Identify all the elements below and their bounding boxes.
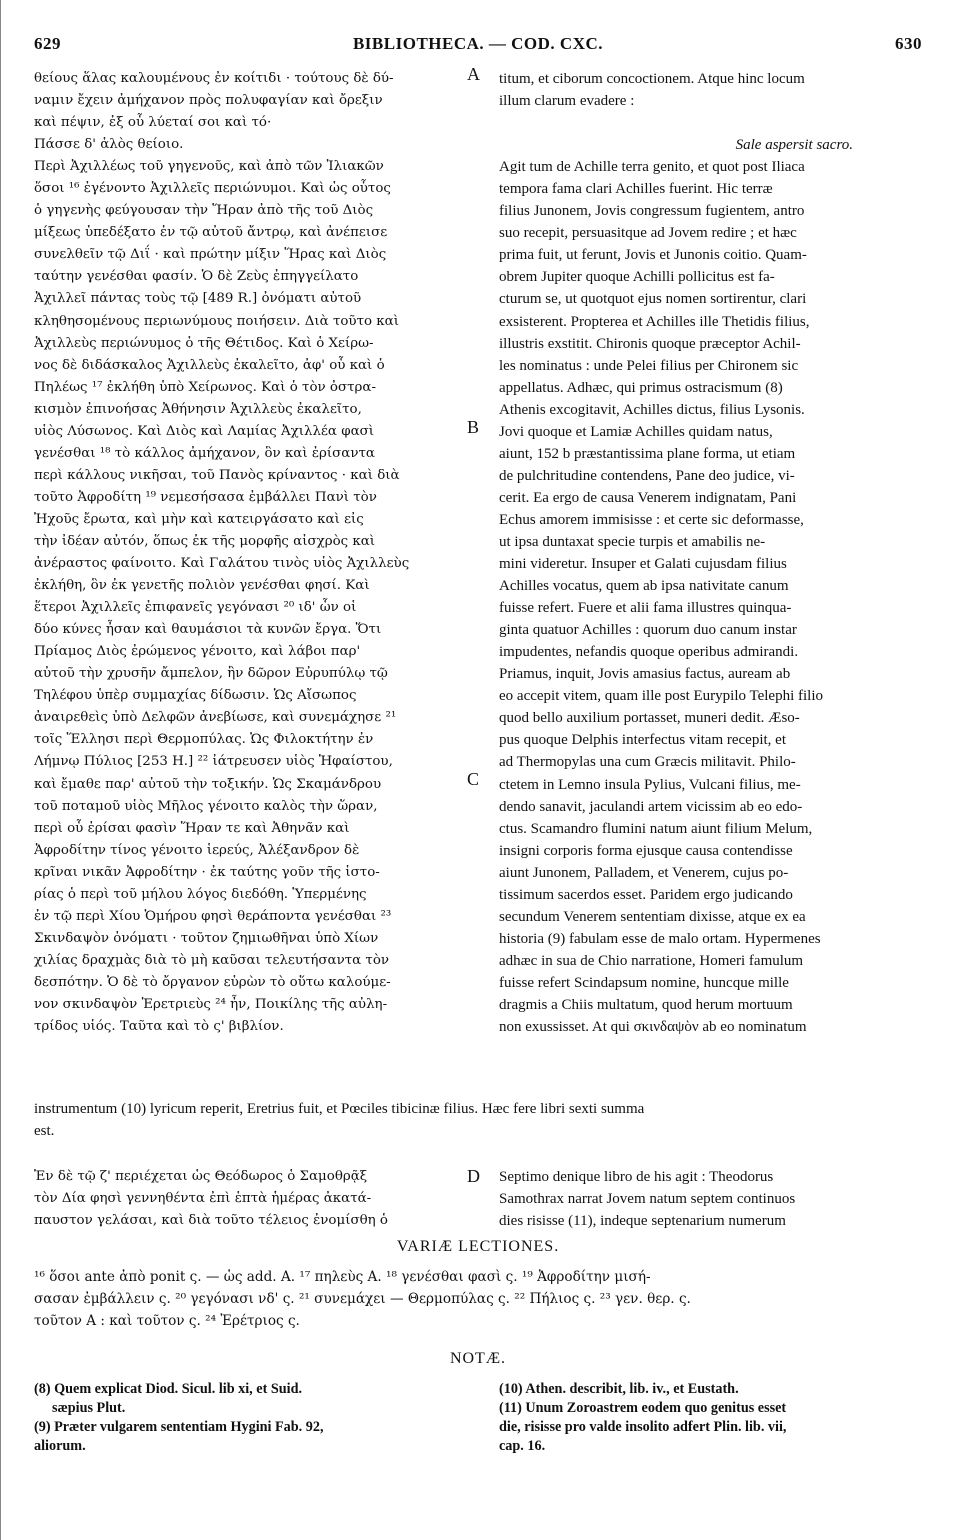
latin-line: adhæc in sua de Chio narratione, Homeri famulum — [499, 952, 804, 969]
latin-line: Echus amorem immisisse : et certe sic deformasse, — [499, 511, 804, 528]
greek-line: ὅσοι ¹⁶ ἐγένοντο Ἀχιλλεῖς περιώνυμοι. Καὶ ὡς οὗτος — [34, 181, 391, 197]
greek-line: μίξεως ὑπεδέξατο ἐν τῷ αὐτοῦ ἄντρῳ, καὶ ἀνέπεισε — [34, 225, 388, 241]
variae-heading: VARIÆ LECTIONES. — [396, 1238, 560, 1255]
greek-line: τοῖς Ἕλλησι περὶ Θερμοπύλας. Ὡς Φιλοκτήτην ἐν — [34, 732, 374, 748]
latin-column-2 — [499, 1166, 923, 1232]
latin-line: ginta quatuor Achilles : quorum duo canum instar — [499, 622, 797, 639]
latin-line: impudentes, nefandis quoque operibus admirandi. — [499, 644, 799, 661]
variae-lectiones — [34, 1266, 922, 1332]
latin-line: tissimum sacerdos esset. Paridem ergo judicando — [499, 886, 793, 903]
latin-line — [499, 112, 923, 134]
latin-line: eo accepit vitem, quam ille post Eurypilo Telephi filio — [499, 688, 824, 705]
variae-line: ¹⁶ ὅσοι ante ἀπὸ ponit ς. — ὡς add. A. ¹⁷ πηλεὺς A. ¹⁸ γενέσθαι φασὶ ς. ¹⁹ Ἀφροδίτην μισή- — [34, 1269, 651, 1285]
latin-line: titum, et ciborum concoctionem. Atque hinc locum — [499, 71, 805, 87]
latin-line: illum clarum evadere : — [499, 93, 635, 110]
page-edge-rule — [0, 0, 1, 1540]
note-line: cap. 16. — [499, 1438, 546, 1454]
latin-line: obrem Jupiter quoque Achilli pollicitus est fa- — [499, 269, 775, 286]
greek-line: υἱὸς Λύσωνος. Καὶ Διὸς καὶ Λαμίας Ἀχιλλέα φασὶ — [34, 423, 375, 439]
latin-line: Priamus, inquit, Jovis amasius factus, auream ab — [499, 666, 791, 683]
latin-line: Jovi quoque et Lamiæ Achilles quidam natus, — [499, 423, 773, 440]
latin-line: Septimo denique libro de his agit : Theodorus — [499, 1169, 774, 1185]
latin-line: fuisse refert Scindapsum nomine, huncque mille — [499, 974, 789, 991]
margin-marker-b: B — [467, 417, 480, 437]
note-line: (10) Athen. describit, lib. iv., et Eustath. — [499, 1381, 739, 1397]
note-line: sæpius Plut. — [52, 1400, 126, 1416]
latin-line: prima fuit, ut ferunt, Jovis et Junonis coitio. Quam- — [499, 247, 807, 264]
greek-line: Τηλέφου ὑπὲρ συμμαχίας δίδωσιν. Ὡς Αἴσωπος — [34, 688, 357, 704]
full-width-text — [34, 1098, 922, 1142]
latin-line: Agit tum de Achille terra genito, et quot post Iliaca — [499, 159, 805, 176]
latin-line: historia (9) fabulam esse de malo ortam. Hypermenes — [499, 930, 821, 947]
greek-line: Περὶ Ἀχιλλέως τοῦ γηγενοῦς, καὶ ἀπὸ τῶν Ἰλιακῶν — [34, 159, 384, 175]
greek-line: καὶ πέψιν, ἐξ οὗ λύεταί σοι καὶ τό· — [34, 115, 272, 131]
latin-line: secundum Venerem sententiam dixisse, atque ex ea — [499, 908, 806, 925]
greek-line: Λήμνῳ Πύλιος [253 H.] ²² ἰάτρευσεν υἱὸς Ἡφαίστου, — [34, 754, 393, 770]
latin-line: cerit. Ea ergo de causa Venerem indignatam, Pani — [499, 489, 797, 506]
page-number-left: 629 — [34, 34, 61, 53]
greek-line: ὁ γηγενὴς φεύγουσαν τὴν Ἥραν ἀπὸ τῆς τοῦ Διὸς — [34, 203, 374, 219]
latin-line: ut ipsa duntaxat specie turpis et amabilis ne- — [499, 533, 766, 550]
variae-line: σασαν ἐμβάλλειν ς. ²⁰ γεγόνασι νδ' ς. ²¹ συνεμάχει — Θερμοπύλας ς. ²² Πήλιος ς. ²³ γεν. θερ. ς. — [34, 1291, 691, 1307]
greek-line: ἐν τῷ περὶ Χίου Ὁμήρου φησὶ θεράποντα γενέσθαι ²³ — [34, 908, 392, 924]
margin-marker-a: A — [467, 64, 480, 84]
page-number-right: 630 — [895, 34, 922, 53]
greek-line: δύο κύνες ἦσαν καὶ θαυμάσιοι τὰ κυνῶν ἔργα. Ὅτι — [34, 622, 382, 638]
greek-line: Ἀφροδίτην τίνος γένοιτο ἱερεύς, Ἀλέξανδρον δὲ — [34, 842, 360, 858]
notes-left-column — [34, 1380, 474, 1456]
greek-line: ἀναιρεθεὶς ὑπὸ Δελφῶν ἀνεβίωσε, καὶ συνεμάχησε ²¹ — [34, 710, 397, 726]
greek-line: Ἀχιλλεὺς περιώνυμος ὁ τῆς Θέτιδος. Καὶ ὁ Χείρω- — [34, 335, 374, 351]
latin-line: filius Junonem, Jovis congressum fugientem, antro — [499, 203, 805, 220]
note-line: (9) Præter vulgarem sententiam Hygini Fab. 92, — [34, 1419, 324, 1435]
latin-line: pus quoque Delphis interfectus vitam recepit, et — [499, 732, 786, 749]
greek-line: δεσπότην. Ὁ δὲ τὸ ὄργανον εὑρὼν τὸ οὕτω καλούμε- — [34, 974, 391, 990]
latin-line: Achilles vocatus, quem ab ipsa nativitate canum — [499, 578, 789, 595]
latin-line: Athenis excogitavit, Achilles dictus, filius Lysonis. — [499, 401, 805, 418]
latin-line: ctus. Scamandro flumini natum aiunt filium Melum, — [499, 820, 813, 837]
latin-line: les nominatus : unde Pelei filius per Chironem sic — [499, 357, 799, 374]
latin-line: non exussisset. At qui σκινδαψὸν ab eo nominatum — [499, 1019, 807, 1036]
greek-line: τὸν Δία φησὶ γεννηθέντα ἐπὶ ἑπτὰ ἡμέρας ἀκατά- — [34, 1191, 372, 1207]
greek-line: Σκινδαψὸν ὀνόματι · τοῦτον ζημιωθῆναι ὑπὸ Χίων — [34, 930, 379, 946]
greek-line: Ἠχοῦς ἔρωτα, καὶ μὴν καὶ κατειργάσατο καὶ εἰς — [34, 511, 364, 527]
greek-line: περὶ κάλλους νικῆσαι, τοῦ Πανὸς κρίναντος · καὶ διὰ — [34, 467, 400, 483]
greek-line: παυστον γελάσαι, καὶ διὰ τοῦτο τέλειος ἐνομίσθη ὁ — [34, 1213, 388, 1229]
latin-column — [499, 68, 923, 1038]
full-line: instrumentum (10) lyricum reperit, Eretrius fuit, et Pœciles tibicinæ filius. Hæc fere libri sexti summa — [34, 1101, 645, 1117]
greek-column-2 — [34, 1166, 481, 1232]
latin-line: de pulchritudine contendens, Pane deo judice, vi- — [499, 467, 795, 484]
greek-line: ναμιν ἔχειν ἀμήχανον πρὸς πολυφαγίαν καὶ ὄρεξιν — [34, 93, 383, 109]
greek-line: κρῖναι νικᾶν Ἀφροδίτην · ἐκ ταύτης γοῦν τῆς ἱστο- — [34, 864, 380, 880]
latin-line: insigni corporis forma ejusque causa contendisse — [499, 842, 793, 859]
margin-marker-d: D — [467, 1166, 480, 1186]
latin-line: suo recepit, persuasitque ad Jovem redire ; et hæc — [499, 225, 797, 242]
greek-line: αὐτοῦ τὴν χρυσῆν ἄμπελον, ἣν δῶρον Εὐρυπύλῳ τῷ — [34, 666, 388, 682]
greek-line: τοῦ ποταμοῦ υἱὸς Μῆλος γένοιτο καλὸς τὴν ὥραν, — [34, 798, 378, 814]
greek-line: κληθησομένους περιωνύμους ποιήσειν. Διὰ τοῦτο καὶ — [34, 313, 399, 329]
latin-line: mini videretur. Insuper et Galati cujusdam filius — [499, 556, 787, 573]
greek-line: ρίας ὁ περὶ τοῦ μήλου λόγος διεδόθη. Ὑπερμένης — [34, 886, 367, 902]
notes-right-column — [499, 1380, 923, 1456]
greek-line: χιλίας δραχμὰς διὰ τὸ μὴ καῦσαι τελευτήσαντα τὸν — [34, 952, 390, 968]
latin-line: Sale aspersit sacro. — [735, 137, 853, 154]
latin-line: appellatus. Adhæc, qui primus ostracismum (8) — [499, 379, 783, 396]
greek-line: περὶ οὗ ἐρίσαι φασὶν Ἥραν τε καὶ Ἀθηνᾶν καὶ — [34, 820, 350, 836]
notes-heading: NOTÆ. — [449, 1350, 507, 1367]
latin-line: dragmis a Chiis multatum, quod herum mortuum — [499, 996, 793, 1013]
greek-line: Πάσσε δ' ἁλὸς θείοιο. — [34, 137, 184, 153]
latin-line: fuisse refert. Fuere et alii fama illustres quinqua- — [499, 600, 792, 617]
greek-line: Πηλέως ¹⁷ ἐκλήθη ὑπὸ Χείρωνος. Καὶ ὁ τὸν ὀστρα- — [34, 379, 376, 395]
latin-line: aiunt Junonem, Palladem, et Venerem, cujus po- — [499, 864, 789, 881]
greek-line: νον σκινδαψὸν Ἐρετριεὺς ²⁴ ἦν, Ποικίλης τῆς αὐλη- — [34, 996, 388, 1012]
greek-line: νος δὲ διδάσκαλος Ἀχιλλεὺς ἐκαλεῖτο, ἀφ' οὗ καὶ ὁ — [34, 357, 385, 373]
greek-line: Πρίαμος Διὸς ἐρώμενος γένοιτο, καὶ λάβοι παρ' — [34, 644, 361, 660]
latin-line: exsisterent. Propterea et Achilles ille Thetidis filius, — [499, 313, 810, 330]
latin-line: tempora fama clari Achilles fuerint. Hic terræ — [499, 181, 773, 198]
note-line: aliorum. — [34, 1438, 86, 1454]
greek-line: Ἐν δὲ τῷ ζ' περιέχεται ὡς Θεόδωρος ὁ Σαμοθρᾷξ — [34, 1169, 368, 1184]
note-line: (8) Quem explicat Diod. Sicul. lib xi, et Suid. — [34, 1381, 303, 1397]
running-title: BIBLIOTHECA. — COD. CXC. — [352, 34, 604, 53]
greek-line: ταύτην γενέσθαι φασίν. Ὁ δὲ Ζεὺς ἐπηγγείλατο — [34, 269, 359, 285]
latin-line: quod bello auxilium portasset, muneri dedit. Æso- — [499, 710, 800, 727]
greek-column — [34, 68, 481, 1038]
latin-line: dies risisse (11), indeque septenarium numerum — [499, 1213, 786, 1230]
running-header — [34, 34, 922, 60]
greek-line: θείους ἅλας καλουμένους ἐν κοίτιδι · τούτους δὲ δύ- — [34, 71, 394, 86]
greek-line: καὶ ἔμαθε παρ' αὐτοῦ τὴν τοξικήν. Ὡς Σκαμάνδρου — [34, 776, 382, 792]
latin-line: aiunt, 152 b præstantissima plane forma, ut etiam — [499, 445, 796, 462]
latin-line: illustris exstitit. Chironis quoque præceptor Achil- — [499, 335, 801, 352]
latin-line: ctetem in Lemno insula Pylius, Vulcani filius, me- — [499, 776, 801, 793]
greek-line: ἕτεροι Ἀχιλλεῖς ἐπιφανεῖς γεγόνασι ²⁰ ιδ' ὧν οἱ — [34, 600, 357, 616]
margin-marker-c: C — [467, 769, 480, 789]
note-line: (11) Unum Zoroastrem eodem quo genitus esset — [499, 1400, 787, 1416]
latin-line: Samothrax narrat Jovem natum septem continuos — [499, 1191, 796, 1208]
latin-line: dendo sanavit, jaculandi artem vicissim ab eo edo- — [499, 798, 803, 815]
variae-line: τοῦτον A : καὶ τοῦτον ς. ²⁴ Ἐρέτριος ς. — [34, 1313, 300, 1329]
greek-line: ἀνέραστος φαίνοιτο. Καὶ Γαλάτου τινὸς υἱὸς Ἀχιλλεὺς — [34, 556, 410, 572]
greek-line: συνελθεῖν τῷ Διΐ · καὶ πρώτην μίξιν Ἥρας καὶ Διὸς — [34, 247, 387, 263]
greek-line: κισμὸν ἐπινοήσας Ἀθήνησιν Ἀχιλλεὺς ἐκαλεῖτο, — [34, 401, 362, 417]
note-line: die, risisse pro valde insolito adfert Plin. lib. vii, — [499, 1419, 787, 1435]
greek-line: Ἀχιλλεῖ πάντας τοὺς τῷ [489 R.] ὀνόματι αὐτοῦ — [34, 291, 362, 307]
full-line: est. — [34, 1123, 55, 1139]
greek-line: ἐκλήθη, ὃν ἐκ γενετῆς πολιὸν γενέσθαι φησί. Καὶ — [34, 578, 370, 594]
latin-line: cturum se, ut quotquot ejus nomen sortirentur, clari — [499, 291, 807, 308]
greek-line: τοῦτο Ἀφροδίτη ¹⁹ νεμεσήσασα ἐμβάλλει Πανὶ τὸν — [34, 489, 377, 505]
greek-line: τρίδος υἱός. Ταῦτα καὶ τὸ ς' βιβλίον. — [34, 1019, 284, 1035]
greek-line: γενέσθαι ¹⁸ τὸ κάλλος ἀμήχανον, ὃν καὶ ἐρίσαντα — [34, 445, 375, 461]
greek-line: τὴν ἰδέαν αὐτόν, ὅπως ἐκ τῆς μορφῆς αἰσχρὸς καὶ — [34, 533, 376, 549]
latin-line: ad Thermopylas una cum Græcis militavit. Philo- — [499, 754, 796, 771]
